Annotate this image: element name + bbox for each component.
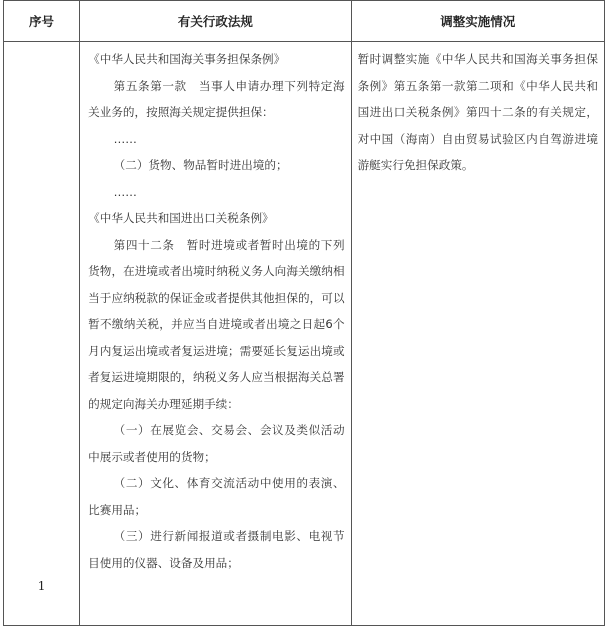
law-paragraph: （一）在展览会、交易会、会议及类似活动中展示或者使用的货物；	[88, 423, 345, 464]
law-paragraph: 第四十二条 暂时进境或者暂时出境的下列货物，在进境或者出境时纳税义务人向海关缴纳相当于应纳税款的保证金或者提供其他担保的，可以暂不缴纳关税，并应当自进境或者出境之日起6个月内复运出境或者复运进境；需要延长复运出境或者复运进境期限的，纳税义务人应当根据海关总署的规定向海关办理延期手续：	[88, 237, 345, 411]
row-number: 1	[37, 579, 46, 593]
header-row	[4, 1, 605, 42]
header-law: 有关行政法规	[80, 1, 351, 42]
law-paragraph: （三）进行新闻报道或者摄制电影、电视节目使用的仪器、设备及用品；	[88, 529, 345, 570]
header-no: 序号	[4, 1, 80, 42]
row-no-cell	[4, 42, 80, 626]
adjustment-cell	[351, 42, 604, 626]
header-adjustment: 调整实施情况	[351, 1, 604, 42]
law-paragraph: （二）货物、物品暂时进出境的；	[113, 158, 288, 172]
law-paragraph: ……	[113, 184, 137, 199]
regulation-table	[3, 0, 605, 626]
adjustment-text: 暂时调整实施《中华人民共和国海关事务担保条例》第五条第一款第二项和《中华人民共和国进出口关税条例》第四十二条的有关规定，对中国（海南）自由贸易试验区内自驾游进境游艇实行免担保政策。	[357, 52, 598, 172]
law-paragraph: 《中华人民共和国海关事务担保条例》	[88, 52, 286, 66]
law-cell	[80, 42, 351, 626]
law-paragraph: ……	[113, 131, 137, 146]
law-paragraph: （二）文化、体育交流活动中使用的表演、比赛用品；	[88, 476, 345, 517]
table-row	[4, 42, 605, 626]
law-text	[80, 42, 350, 576]
law-paragraph: 第五条第一款 当事人申请办理下列特定海关业务的，按照海关规定提供担保：	[88, 78, 345, 119]
law-paragraph: 《中华人民共和国进出口关税条例》	[88, 211, 274, 225]
